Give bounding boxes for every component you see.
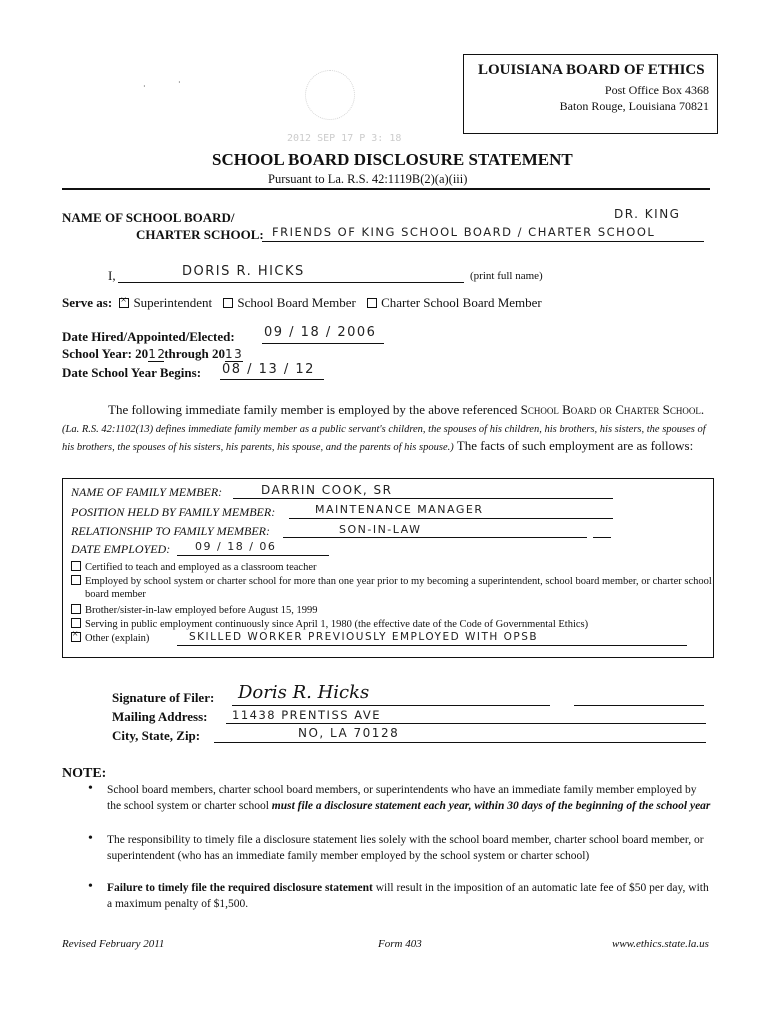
relationship-line-extra: [593, 537, 611, 538]
family-name-label: NAME OF FAMILY MEMBER:: [71, 485, 223, 499]
agency-address-line1: Post Office Box 4368: [604, 83, 709, 97]
school-year-begins-line: [220, 379, 324, 380]
paragraph-statute: (La. R.S. 42:1102(13) defines immediate family member as a public servant's children, the spouses of his children, his brothers, his sisters, the spouses of his brothers, the spouses of his sisters, his parents, his spouse, and the parents of his spouse.): [62, 424, 706, 453]
signature-label: Signature of Filer:: [112, 690, 215, 705]
school-year-label-b: through 20: [164, 346, 225, 361]
city-state-zip-value: NO, LA 70128: [298, 726, 400, 740]
school-year-begins-label: Date School Year Begins:: [62, 365, 202, 380]
other-checkbox[interactable]: [71, 632, 81, 642]
date-hired-line: [262, 343, 384, 344]
print-name-label: (print full name): [470, 270, 543, 282]
school-year-from: 12: [148, 347, 167, 361]
agency-address-line2: Baton Rouge, Louisiana 70821: [559, 99, 709, 113]
board-name-value: FRIENDS OF KING SCHOOL BOARD / CHARTER SCHOOL: [272, 225, 656, 239]
school-year-row: [62, 346, 243, 362]
signature-line-extra: [574, 705, 704, 706]
note-item-2: The responsibility to timely file a disclosure statement lies solely with the school board member, charter school board member, or superintendent (who has an immediate family member employed by the school system or charter school): [107, 834, 704, 862]
footer-form-number: Form 403: [378, 938, 422, 950]
date-hired-value: 09 / 18 / 2006: [264, 325, 377, 340]
board-name-line: [262, 241, 704, 242]
note-bullet-1-marker: •: [88, 781, 93, 796]
employment-paragraph: [62, 402, 712, 456]
agency-name: LOUISIANA BOARD OF ETHICS: [478, 62, 705, 78]
check-item-teacher: Certified to teach and employed as a classroom teacher: [71, 561, 701, 574]
filer-prefix: I,: [108, 268, 116, 283]
school-year-begins-value: 08 / 13 / 12: [222, 362, 315, 377]
continuous-service-checkbox[interactable]: [71, 618, 81, 628]
note-heading: NOTE:: [62, 766, 107, 781]
mailing-address-line: [226, 723, 706, 724]
school-board-member-checkbox[interactable]: [223, 298, 233, 308]
date-employed-value: 09 / 18 / 06: [195, 540, 277, 553]
footer-revised: Revised February 2011: [62, 938, 165, 950]
family-name-value: DARRIN COOK, SR: [261, 483, 393, 497]
serve-as-row: [62, 295, 542, 311]
paragraph-lead: The following immediate family member is employed by the above referenced: [108, 402, 521, 417]
header-rule: [62, 188, 710, 190]
charter-board-member-label: Charter School Board Member: [381, 295, 542, 310]
check-item-prior-employment: Employed by school system or charter school for more than one year prior to my becoming a superintendent, school board member, or charter school board member: [71, 575, 715, 601]
note-item-3: Failure to timely file the required disclosure statement will result in the imposition of an automatic late fee of $50 per day, with a maximum penalty of $1,500.: [107, 882, 709, 910]
superintendent-checkbox[interactable]: [119, 298, 129, 308]
board-label-line1: NAME OF SCHOOL BOARD/: [62, 210, 235, 225]
serve-as-label: Serve as:: [62, 295, 113, 310]
paragraph-tail: The facts of such employment are as follows:: [453, 438, 694, 453]
filer-name-line: [118, 282, 464, 283]
family-member-box: [62, 478, 714, 658]
school-year-label-a: School Year: 20: [62, 346, 149, 361]
board-label-line2: CHARTER SCHOOL:: [136, 227, 264, 242]
scan-mark: ·: [178, 78, 181, 87]
received-stamp-seal: [305, 70, 361, 122]
received-stamp-date: 2012 SEP 17 P 3: 18: [287, 133, 402, 144]
paragraph-caps: School Board or Charter School.: [520, 402, 705, 417]
date-employed-line: [177, 555, 329, 556]
date-employed-label: DATE EMPLOYED:: [71, 542, 171, 556]
mailing-address-label: Mailing Address:: [112, 709, 208, 724]
note-bullet-3-marker: •: [88, 879, 93, 894]
other-explain-value: SKILLED WORKER PREVIOUSLY EMPLOYED WITH OPSB: [189, 631, 539, 643]
form-title: SCHOOL BOARD DISCLOSURE STATEMENT: [212, 150, 573, 169]
charter-board-member-checkbox[interactable]: [367, 298, 377, 308]
check-item-in-law: Brother/sister-in-law employed before August 15, 1999: [71, 604, 701, 617]
relationship-line: [283, 537, 587, 538]
school-board-member-label: School Board Member: [237, 295, 356, 310]
check-item-other: ×Other (explain): [71, 632, 149, 645]
relationship-label: RELATIONSHIP TO FAMILY MEMBER:: [71, 524, 270, 538]
in-law-checkbox[interactable]: [71, 604, 81, 614]
note-bullet-2-marker: •: [88, 831, 93, 846]
prior-employment-checkbox[interactable]: [71, 575, 81, 585]
board-name-above-value: DR. KING: [614, 207, 681, 221]
family-name-line: [233, 498, 613, 499]
footer-url: www.ethics.state.la.us: [612, 938, 709, 950]
mailing-address-value: 11438 PRENTISS AVE: [232, 708, 381, 722]
agency-box: [463, 54, 718, 134]
signature-line: [232, 705, 550, 706]
note-item-1: School board members, charter school board members, or superintendents who have an immediate family member employed by the school system or charter school must file a disclosure statement each year, within 30 days of the beginning of the school year: [107, 784, 711, 812]
superintendent-label: Superintendent: [133, 295, 213, 310]
other-explain-line: [177, 645, 687, 646]
date-hired-label: Date Hired/Appointed/Elected:: [62, 329, 235, 344]
position-value: MAINTENANCE MANAGER: [315, 503, 484, 516]
school-year-to: 13: [225, 347, 244, 361]
position-line: [289, 518, 613, 519]
scan-mark: ·: [143, 82, 146, 91]
check-item-continuous-service: Serving in public employment continuously since April 1, 1980 (the effective date of the Code of Governmental Ethics): [71, 618, 711, 631]
signature-value: Doris R. Hicks: [238, 682, 370, 703]
form-subtitle: Pursuant to La. R.S. 42:1119B(2)(a)(iii): [268, 172, 468, 186]
city-state-zip-label: City, State, Zip:: [112, 728, 201, 743]
position-label: POSITION HELD BY FAMILY MEMBER:: [71, 505, 276, 519]
relationship-value: SON-IN-LAW: [339, 523, 422, 536]
filer-name-value: DORIS R. HICKS: [182, 264, 305, 279]
teacher-checkbox[interactable]: [71, 561, 81, 571]
city-state-zip-line: [214, 742, 706, 743]
